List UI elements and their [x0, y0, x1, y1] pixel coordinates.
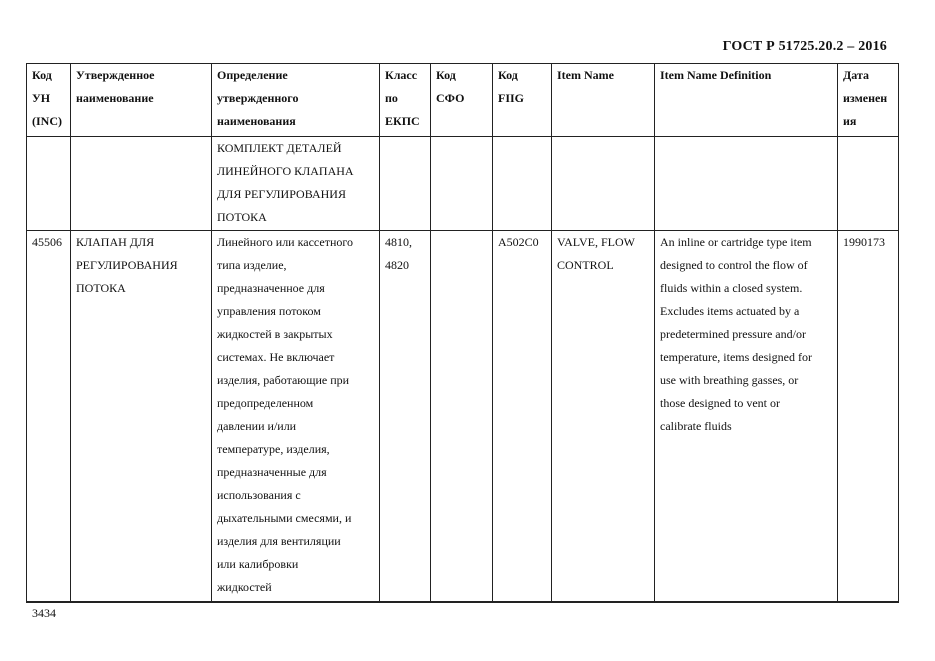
- cell-item-name-definition: [655, 137, 838, 231]
- page-number: 3434: [32, 606, 56, 620]
- cell-item-name: [552, 137, 655, 231]
- cell-fiig-code: A502C0: [493, 231, 552, 603]
- document-title: ГОСТ Р 51725.20.2 – 2016: [722, 39, 887, 54]
- cell-inc: 45506: [27, 231, 71, 603]
- header-item-name-definition: Item Name Definition: [655, 64, 838, 137]
- cell-definition: Линейного или кассетного типа изделие, предназначенное для управления потоком жидкостей в закрытых системах. Не включает изделия, работающие при предопределенном давлении и/или температуре, изделия, предназначенные для использования с дыхательными смесями, и изделия для вентиляции или калибровки жидкостей: [212, 231, 380, 603]
- cell-change-date: 1990173: [838, 231, 899, 603]
- header-approved-name: Утвержденное наименование: [71, 64, 212, 137]
- cell-item-name: VALVE, FLOW CONTROL: [552, 231, 655, 603]
- cell-sfo-code: [431, 231, 493, 603]
- header-change-date: Дата изменен ия: [838, 64, 899, 137]
- header-definition: Определение утвержденного наименования: [212, 64, 380, 137]
- cell-ekps-class: 4810, 4820: [380, 231, 431, 603]
- cell-definition: КОМПЛЕКТ ДЕТАЛЕЙ ЛИНЕЙНОГО КЛАПАНА ДЛЯ РЕГУЛИРОВАНИЯ ПОТОКА: [212, 137, 380, 231]
- table-header-row: [27, 64, 899, 137]
- cell-approved-name: КЛАПАН ДЛЯ РЕГУЛИРОВАНИЯ ПОТОКА: [71, 231, 212, 603]
- cell-sfo-code: [431, 137, 493, 231]
- cell-ekps-class: [380, 137, 431, 231]
- header-ekps-class: Класс по ЕКПС: [380, 64, 431, 137]
- cell-change-date: [838, 137, 899, 231]
- table-row: [27, 231, 899, 603]
- header-inc: Код УН (INC): [27, 64, 71, 137]
- header-item-name: Item Name: [552, 64, 655, 137]
- cell-item-name-definition: An inline or cartridge type item designed to control the flow of fluids within a closed system. Excludes items actuated by a predetermined pressure and/or temperature, items designed for use with breathing gasses, or those designed to vent or calibrate fluids: [655, 231, 838, 603]
- cell-fiig-code: [493, 137, 552, 231]
- cell-inc: [27, 137, 71, 231]
- header-sfo-code: Код СФО: [431, 64, 493, 137]
- header-fiig-code: Код FIIG: [493, 64, 552, 137]
- specification-table: [26, 63, 899, 603]
- table-row: [27, 137, 899, 231]
- cell-approved-name: [71, 137, 212, 231]
